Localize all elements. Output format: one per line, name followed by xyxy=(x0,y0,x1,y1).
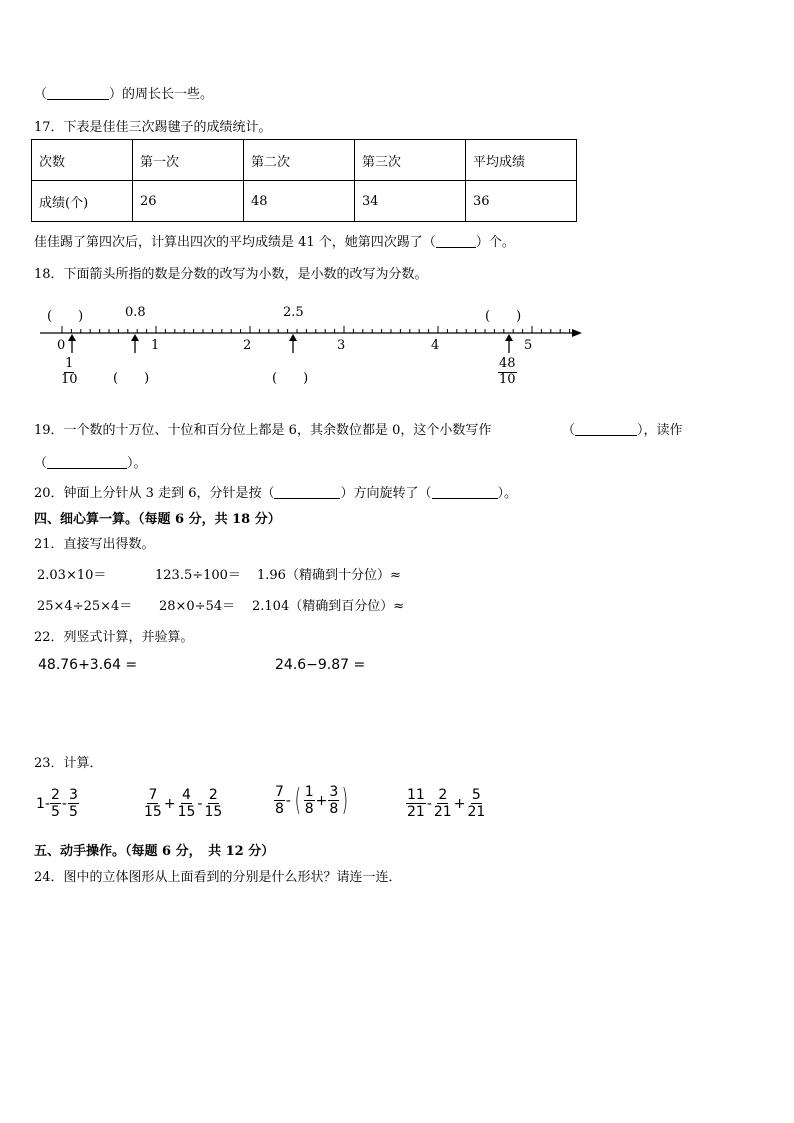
q24-title: 24．图中的立体图形从上面看到的分别是什么形状？请连一连． xyxy=(34,870,402,885)
axis-number: 5 xyxy=(524,338,533,353)
q22-title: 22．列竖式计算，并验算。 xyxy=(34,630,194,645)
value-label: 2.5 xyxy=(283,305,304,320)
calc-item: 2.03×10＝ xyxy=(37,568,107,583)
q17-title: 17．下表是佳佳三次踢毽子的成绩统计。 xyxy=(34,120,272,135)
answer-blank[interactable] xyxy=(47,456,127,469)
left-paren-icon: ( xyxy=(294,782,302,818)
pointer-arrows xyxy=(68,334,513,353)
axis-number: 0 xyxy=(57,338,66,353)
value-label: 0.8 xyxy=(125,305,146,320)
q19-line2: （ ）。 xyxy=(34,456,147,471)
table-cell: 成绩(个) xyxy=(32,181,133,222)
fraction-one-tenth: $\frac{1}{10}$ xyxy=(61,356,78,387)
table-cell: 34 xyxy=(355,181,466,222)
calc-item: 1.96（精确到十分位）≈ xyxy=(257,568,401,583)
table-cell: 第一次 xyxy=(133,140,244,181)
answer-blank[interactable] xyxy=(575,423,637,436)
table-cell: 第三次 xyxy=(355,140,466,181)
axis-number: 3 xyxy=(337,338,346,353)
paren-label: ( ) xyxy=(485,309,522,324)
calc-item: 28×0÷54＝ xyxy=(159,599,236,614)
calc-item: 2.104（精确到百分位）≈ xyxy=(252,599,405,614)
up-arrow-icon xyxy=(505,334,513,341)
up-arrow-icon xyxy=(289,334,297,341)
expression-4: $\frac{11}{21}$ - $\frac{2}{21}$ + $\frac{5}{21}$ xyxy=(407,787,486,821)
table-cell: 平均成绩 xyxy=(466,140,577,181)
expression-2: $\frac{7}{15}$ + $\frac{4}{15}$ - $\frac{2}{15}$ xyxy=(144,787,223,821)
q20-line: 20．钟面上分针从 3 走到 6，分针是按（ ）方向旋转了（ ）。 xyxy=(34,486,518,501)
table-cell: 36 xyxy=(466,181,577,222)
section-heading: 四、细心算一算。（每题 6 分，共 18 分） xyxy=(34,512,281,527)
table-cell: 第二次 xyxy=(244,140,355,181)
axis-number: 2 xyxy=(243,338,252,353)
answer-blank[interactable] xyxy=(47,87,109,100)
paren-label: ( ) xyxy=(272,371,309,386)
q16-line: （ ）的周长长一些。 xyxy=(34,87,214,102)
calc-item: 25×4÷25×4＝ xyxy=(37,599,133,614)
table-row xyxy=(32,140,577,181)
vertical-calc-1: 48.76+3.64 = xyxy=(38,657,138,673)
answer-blank[interactable] xyxy=(432,486,498,499)
section-heading: 五、动手操作。（每题 6 分， 共 12 分） xyxy=(34,844,275,859)
up-arrow-icon xyxy=(131,334,139,341)
number-line-ticks xyxy=(62,326,570,333)
table-cell: 次数 xyxy=(32,140,133,181)
vertical-calc-2: 24.6−9.87 = xyxy=(275,657,366,673)
axis-number: 1 xyxy=(151,338,160,353)
table-cell: 26 xyxy=(133,181,244,222)
answer-blank[interactable] xyxy=(436,235,476,248)
paren-label: ( ) xyxy=(47,309,84,324)
paren-label: ( ) xyxy=(113,371,150,386)
table-cell: 48 xyxy=(244,181,355,222)
right-paren-icon: ) xyxy=(341,782,349,818)
expression-3: $\frac{7}{8}$ - ( $\frac{1}{8}$ + $\frac{3}{8}$ ) xyxy=(275,782,349,818)
calc-item: 123.5÷100＝ xyxy=(155,568,241,583)
answer-blank[interactable] xyxy=(274,486,340,499)
fraction-48-tenths: $\frac{48}{10}$ xyxy=(499,356,516,387)
score-table xyxy=(31,139,577,222)
q18-title: 18．下面箭头所指的数是分数的改写为小数，是小数的改写为分数。 xyxy=(34,267,428,282)
expression-1: 1- $\frac{2}{5}$ - $\frac{3}{5}$ xyxy=(36,787,78,821)
axis-number: 4 xyxy=(431,338,440,353)
table-row xyxy=(32,181,577,222)
q17-follow: 佳佳踢了第四次后，计算出四次的平均成绩是 41 个，她第四次踢了（ ）个。 xyxy=(34,235,515,250)
q19-write-blank: （ ），读作 xyxy=(562,423,683,438)
q23-title: 23．计算． xyxy=(34,756,103,771)
q21-title: 21．直接写出得数。 xyxy=(34,537,155,552)
axis-arrowhead-icon xyxy=(572,329,582,337)
q19-line1: 19．一个数的十万位、十位和百分位上都是 6，其余数位都是 0，这个小数写作 xyxy=(34,423,492,438)
number-line xyxy=(30,320,590,360)
up-arrow-icon xyxy=(68,334,76,341)
